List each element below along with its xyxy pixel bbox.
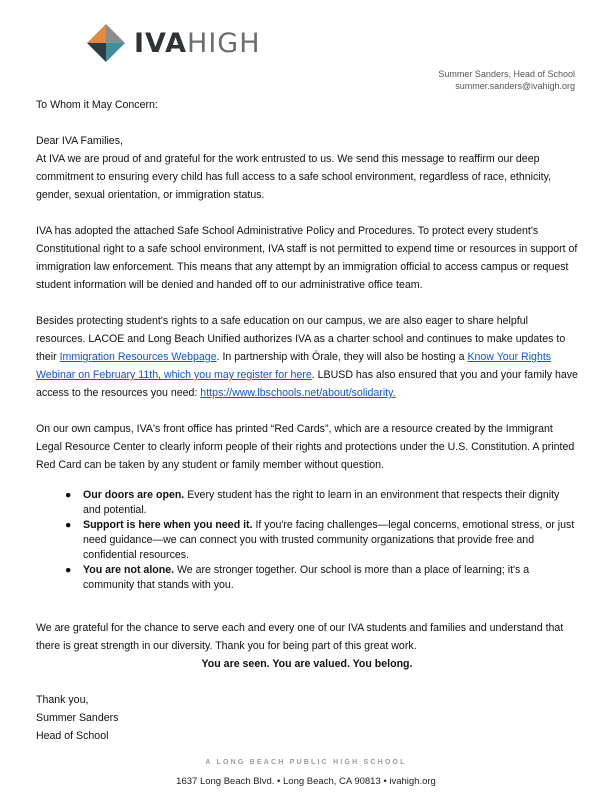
bullet-dot-icon: ● bbox=[65, 519, 72, 531]
footer-address: 1637 Long Beach Blvd. • Long Beach, CA 90813 • ivahigh.org bbox=[176, 776, 436, 787]
immigration-resources-link[interactable]: Immigration Resources Webpage bbox=[59, 351, 217, 363]
logo-wordmark: IVAHIGH bbox=[134, 27, 261, 59]
webinar-register-link[interactable]: Know Your Rights Webinar on February 11th, which you may register for here bbox=[36, 351, 552, 381]
salutation: To Whom it May Concern: bbox=[36, 99, 158, 111]
paragraph-2: IVA has adopted the attached Safe School Administrative Policy and Procedures. To protect every student's Constitutional right to a safe school environment, IVA staff is not permitted to expend time or resources in support of immigration law enforcement. This means that any attempt by an immigration official to access campus or request student information will be denied and handed off to our administrative office team. bbox=[36, 225, 578, 291]
sender-name-title: Summer Sanders, Head of School bbox=[438, 69, 575, 79]
paragraph-3: Besides protecting student's rights to a safe education on our campus, we are also eager to share helpful resources. LACOE and Long Beach Unified authorizes IVA as a charter school and continues to make updates to their Immigration Resources Webpage. In partnership with Órale, they will also be hosting a Know Your Rights Webinar on February 11th, which you may register for here. LBUSD has also ensured that you and your family have access to the resources you need: https://www.lbschools.net/about/solidarity. bbox=[36, 315, 578, 399]
motto: You are seen. You are valued. You belong. bbox=[201, 658, 413, 670]
sender-email: summer.sanders@ivahigh.org bbox=[455, 81, 575, 91]
paragraph-1: At IVA we are proud of and grateful for the work entrusted to us. We send this message to reaffirm our deep commitment to ensuring every child has full access to a safe school environment, regardless of race, ethnicity, gender, sexual orientation, or immigration status. bbox=[36, 153, 552, 201]
list-item: ● Support is here when you need it. If you're facing challenges—legal concerns, emotional stress, or just need guidance—we can connect you with trusted community organizations that provide free and confidential resources. bbox=[65, 519, 575, 561]
bullet-dot-icon: ● bbox=[65, 489, 72, 501]
paragraph-4: On our own campus, IVA's front office has printed “Red Cards”, which are a resource created by the Immigrant Legal Resource Center to clearly inform people of their rights and protections under the U.S. Constitution. A printed Red Card can be taken by any student or family member without question. bbox=[36, 423, 575, 471]
bullet-list bbox=[36, 488, 578, 593]
school-logo bbox=[86, 20, 261, 66]
closing-title: Head of School bbox=[36, 730, 109, 742]
bullet-dot-icon: ● bbox=[65, 564, 72, 576]
diamond-logo-icon bbox=[86, 23, 126, 63]
footer-tagline: A LONG BEACH PUBLIC HIGH SCHOOL bbox=[205, 759, 407, 766]
closing-thanks: Thank you, bbox=[36, 694, 89, 706]
greeting: Dear IVA Families, bbox=[36, 135, 123, 147]
list-item: ● You are not alone. We are stronger together. Our school is more than a place of learning; it's a community that stands with you. bbox=[65, 564, 530, 591]
lbschools-solidarity-link[interactable]: https://www.lbschools.net/about/solidarity. bbox=[200, 387, 396, 399]
closing-name: Summer Sanders bbox=[36, 712, 119, 724]
sender-block bbox=[438, 68, 575, 92]
letter-body bbox=[36, 96, 578, 745]
list-item: ● Our doors are open. Every student has the right to learn in an environment that respects their dignity and potential. bbox=[65, 489, 560, 516]
paragraph-5: We are grateful for the chance to serve each and every one of our IVA students and families and understand that there is great strength in our diversity. Thank you for being part of this great work. bbox=[36, 622, 564, 652]
